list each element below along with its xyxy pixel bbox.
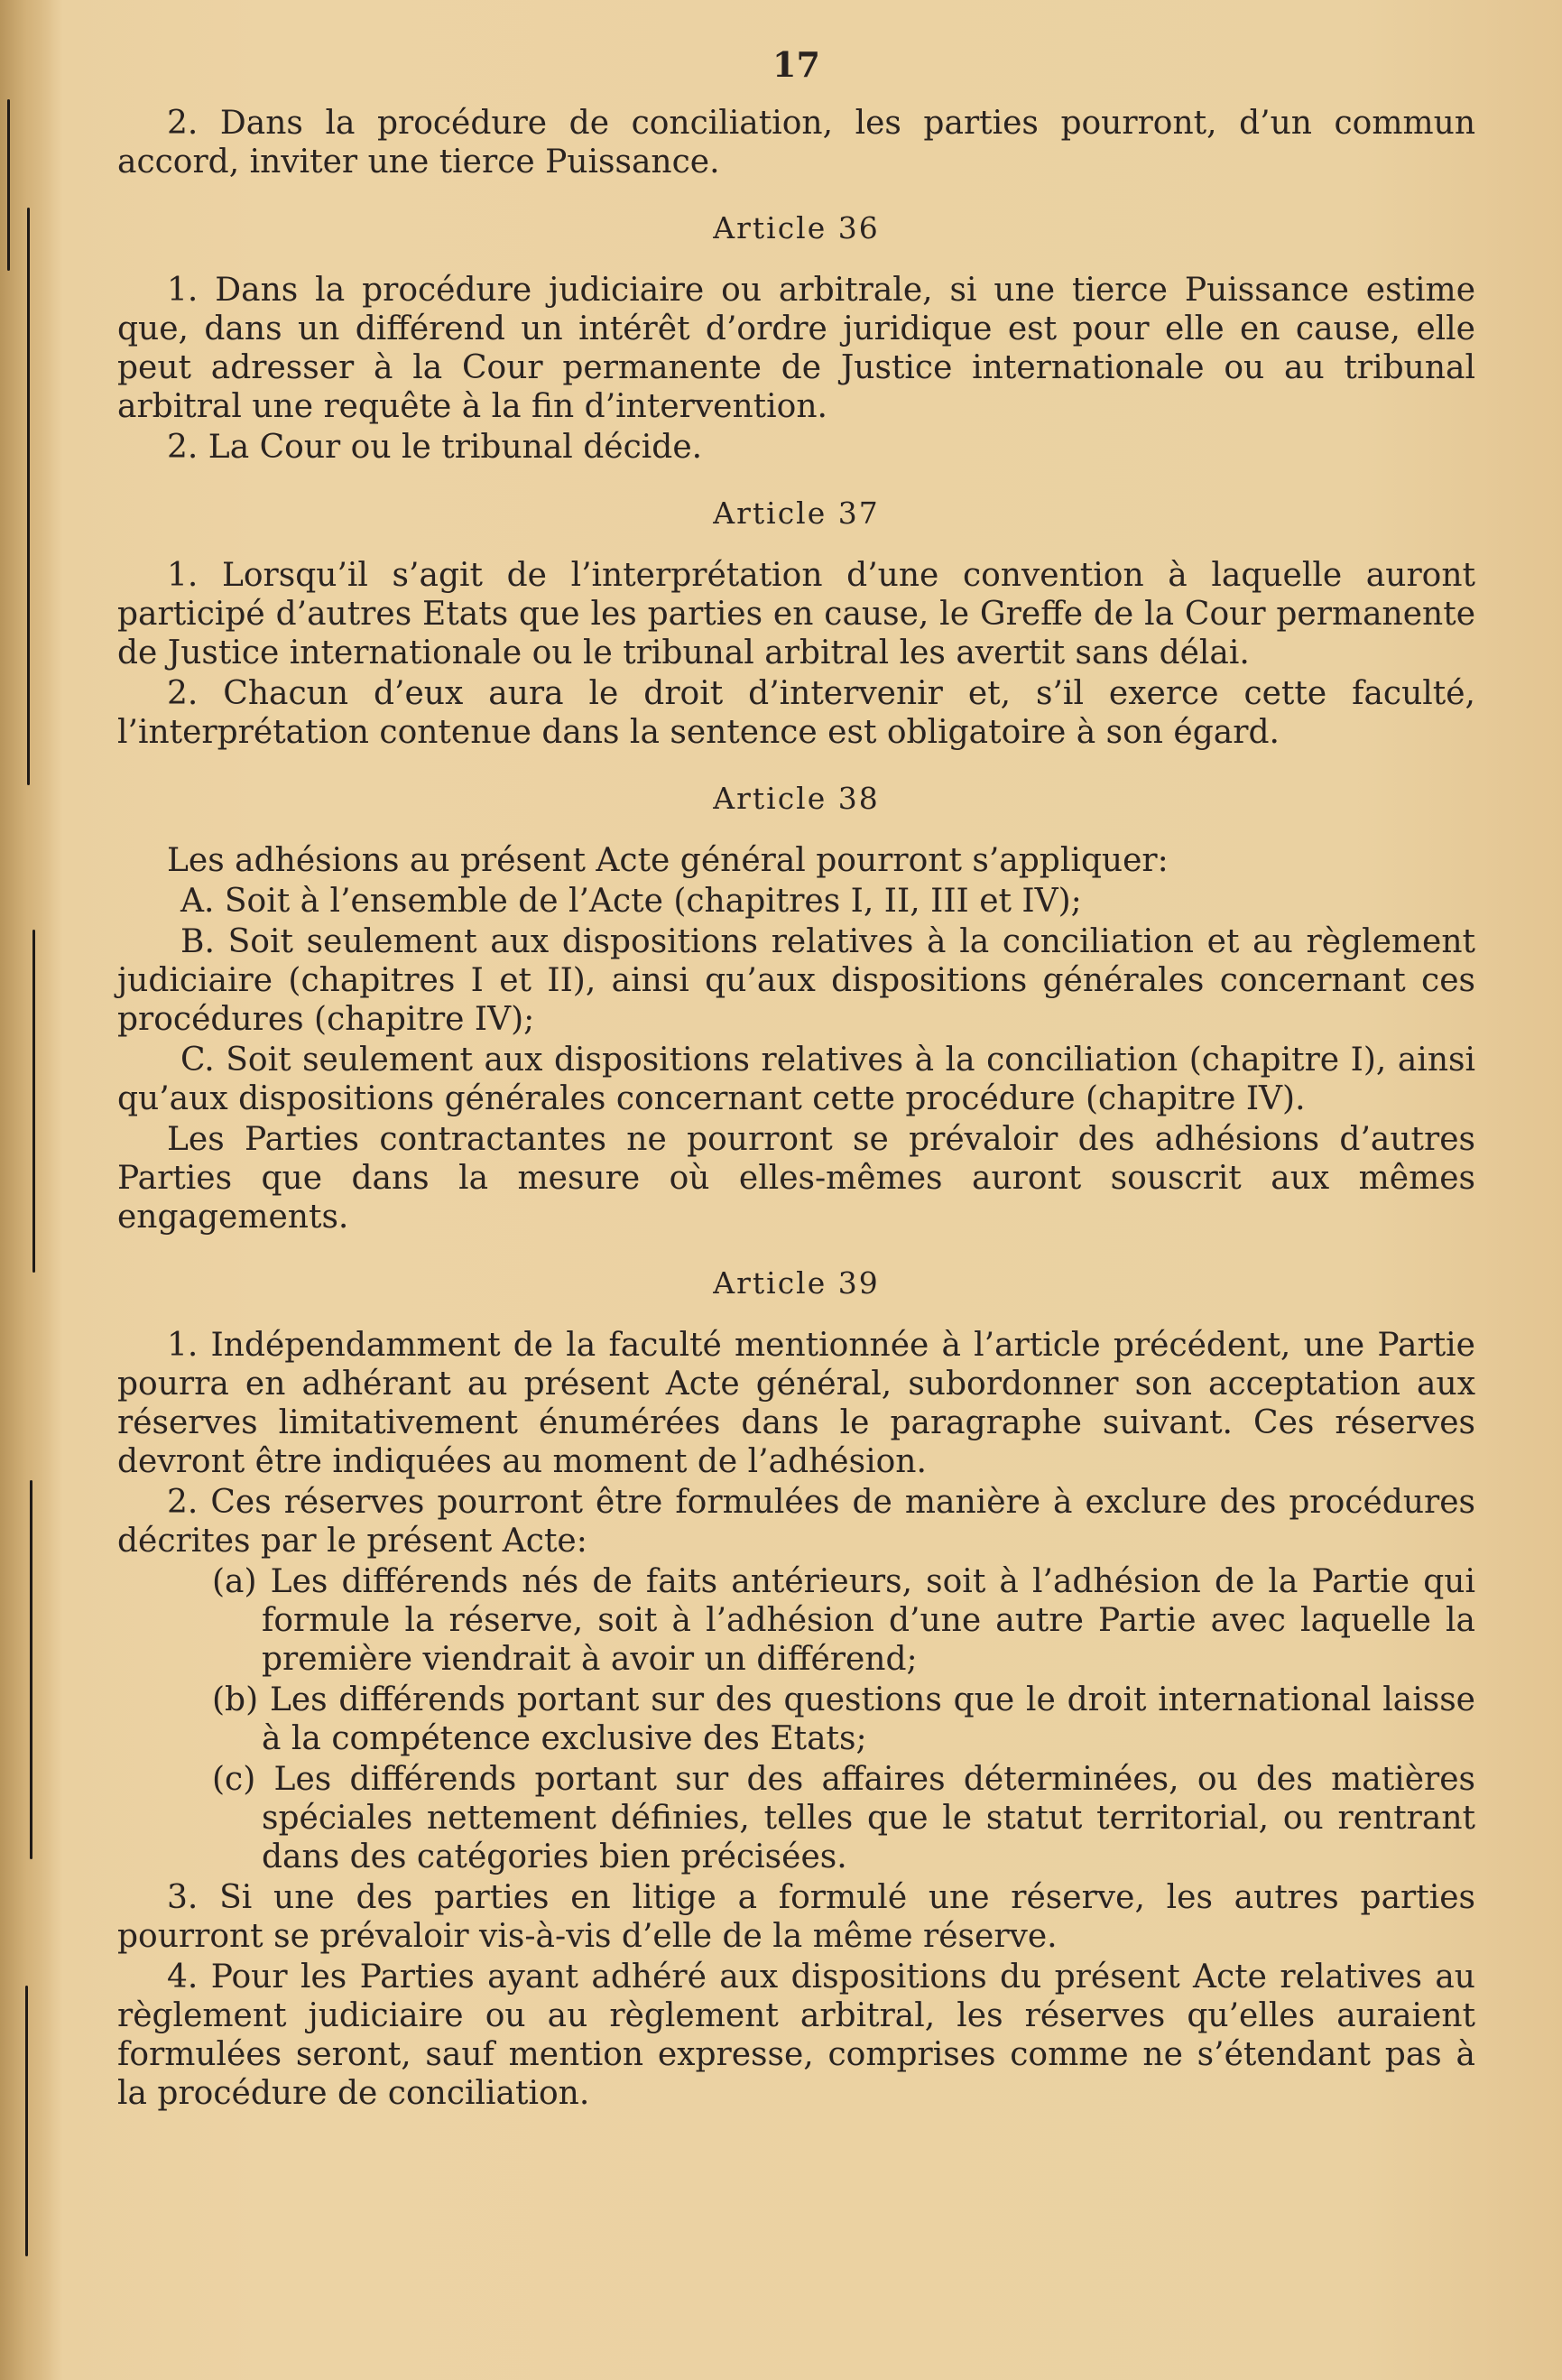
gutter-mark: [27, 208, 30, 785]
article-37-paragraph-2: 2. Chacun d’eux aura le droit d’intervenir et, s’il exerce cette faculté, l’interprétation contenue dans la sentence est obligatoire à son égard.: [117, 675, 1475, 751]
gutter-mark: [7, 99, 10, 271]
article-39-paragraph-2: 2. Ces réserves pourront être formulées de manière à exclure des procédures décrites par le présent Acte:: [117, 1484, 1475, 1560]
article-38-intro: Les adhésions au présent Acte général pourront s’appliquer:: [167, 842, 1169, 879]
article-35-paragraph-2: 2. Dans la procédure de conciliation, les parties pourront, d’un commun accord, inviter une tierce Puissance.: [117, 105, 1475, 181]
article-39-item-a: (a) Les différends nés de faits antérieurs, soit à l’adhésion de la Partie qui formule la réserve, soit à l’adhésion d’une autre Partie avec laquelle la première viendrait à avoir un différend;: [212, 1563, 1475, 1678]
article-39-item-c: (c) Les différends portant sur des affaires déterminées, ou des matières spéciales nettement définies, telles que le statut territorial, ou rentrant dans des catégories bien précisées.: [212, 1761, 1475, 1875]
article-38-item-b: B. Soit seulement aux dispositions relatives à la conciliation et au règlement judiciaire (chapitres I et II), ainsi qu’aux dispositions générales concernant ces procédures (chapitre IV);: [117, 923, 1475, 1038]
gutter-mark: [30, 1480, 32, 1859]
article-36-paragraph-1: 1. Dans la procédure judiciaire ou arbitrale, si une tierce Puissance estime que, dans un différend un intérêt d’ordre juridique est pour elle en cause, elle peut adresser à la Cour permanente de Justice internationale ou au tribunal arbitral une requête à la fin d’intervention.: [117, 272, 1475, 425]
heading-article-36: Article 36: [713, 210, 880, 245]
book-gutter: [0, 0, 63, 2380]
gutter-mark: [32, 930, 35, 1273]
heading-article-38: Article 38: [713, 781, 880, 816]
gutter-mark: [25, 1986, 28, 2256]
page-content: [117, 36, 1475, 2113]
article-37-paragraph-1: 1. Lorsqu’il s’agit de l’interprétation d’une convention à laquelle auront participé d’autres Etats que les parties en cause, le Greffe de la Cour permanente de Justice internationale ou le tribunal arbitral les avertit sans délai.: [117, 557, 1475, 671]
article-38-item-c: C. Soit seulement aux dispositions relatives à la conciliation (chapitre I), ainsi qu’aux dispositions générales concernant cette procédure (chapitre IV).: [117, 1042, 1475, 1117]
article-36-paragraph-2: 2. La Cour ou le tribunal décide.: [167, 429, 703, 466]
article-39-paragraph-3: 3. Si une des parties en litige a formulé une réserve, les autres parties pourront se prévaloir vis-à-vis d’elle de la même réserve.: [117, 1879, 1475, 1955]
heading-article-37: Article 37: [713, 495, 880, 531]
article-39-paragraph-1: 1. Indépendamment de la faculté mentionnée à l’article précédent, une Partie pourra en adhérant au présent Acte général, subordonner son acceptation aux réserves limitativement énumérées dans le paragraphe suivant. Ces réserves devront être indiquées au moment de l’adhésion.: [117, 1327, 1475, 1480]
article-39-paragraph-4: 4. Pour les Parties ayant adhéré aux dispositions du présent Acte relatives au règlement judiciaire ou au règlement arbitral, les réserves qu’elles auraient formulées seront, sauf mention expresse, comprises comme ne s’étendant pas à la procédure de conciliation.: [117, 1959, 1475, 2112]
article-38-closing: Les Parties contractantes ne pourront se prévaloir des adhésions d’autres Parties que dans la mesure où elles-mêmes auront souscrit aux mêmes engagements.: [117, 1121, 1475, 1236]
heading-article-39: Article 39: [713, 1265, 880, 1301]
article-39-item-b: (b) Les différends portant sur des questions que le droit international laisse à la compétence exclusive des Etats;: [212, 1681, 1475, 1757]
page-number: 17: [772, 44, 820, 85]
article-38-item-a: A. Soit à l’ensemble de l’Acte (chapitres I, II, III et IV);: [180, 883, 1082, 920]
